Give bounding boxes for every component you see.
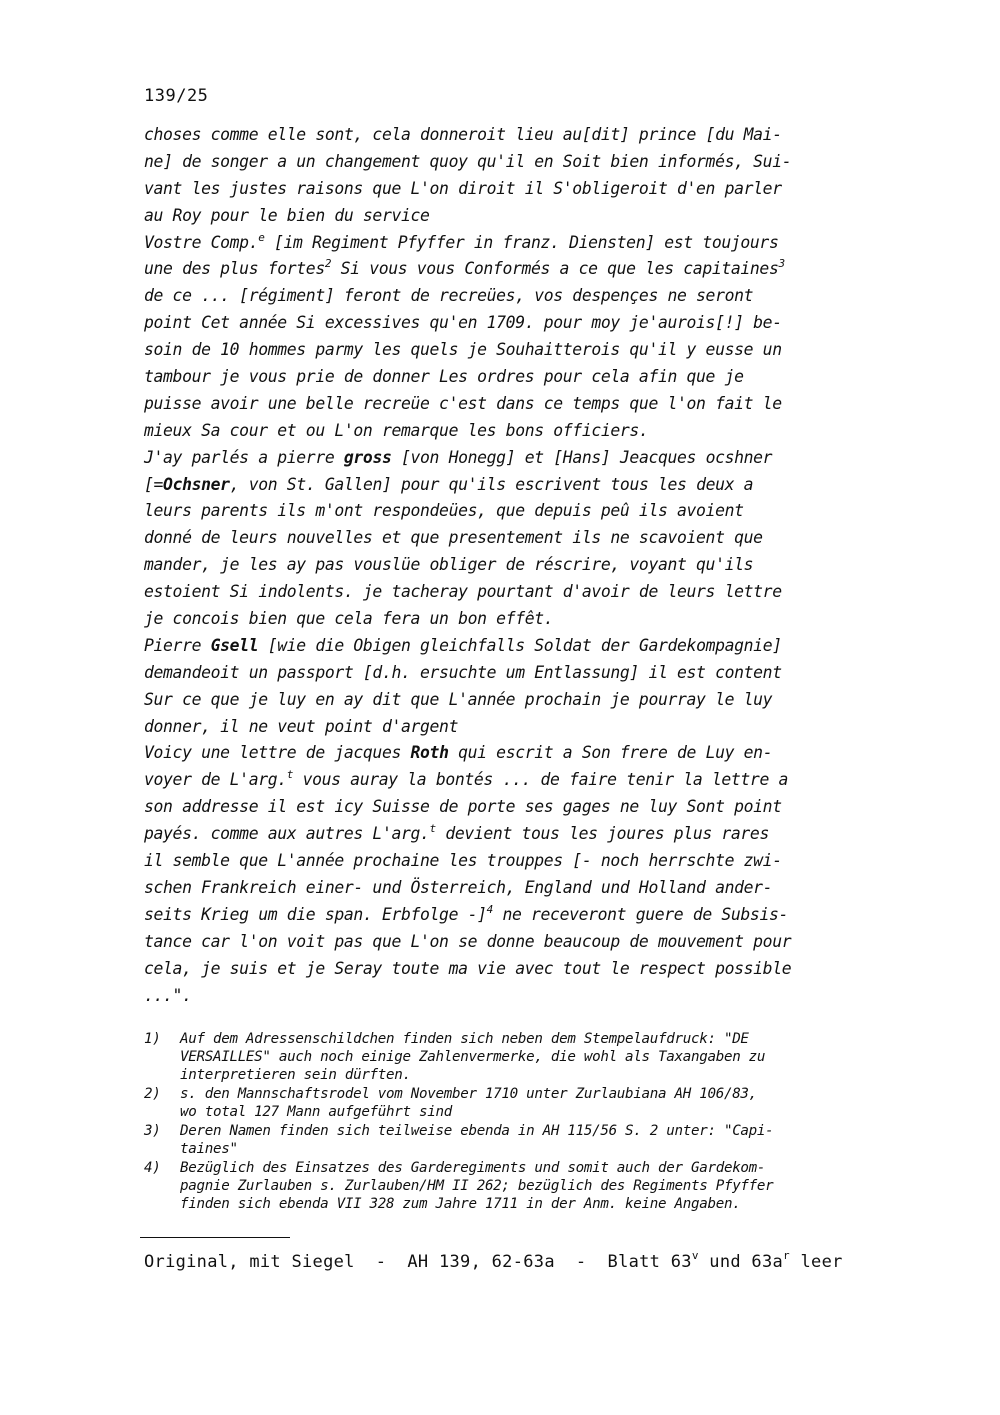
- text-line: [144, 230, 904, 257]
- text-line: [144, 203, 904, 230]
- text-line: [144, 176, 904, 203]
- footnote-line: wo total 127 Mann aufgeführt sind: [180, 1104, 452, 1121]
- page-number: 139/25: [144, 86, 209, 106]
- text-segment: payés. comme aux autres L'arg.: [144, 824, 430, 844]
- footnote: [144, 1122, 914, 1158]
- text-line: [144, 149, 904, 176]
- text-segment: de ce ... [régiment] feront de recreües, vos despençes ne seront: [144, 286, 754, 306]
- footnote-superscript: t: [429, 822, 436, 836]
- text-line: [144, 256, 904, 283]
- text-segment: [von Honegg] et [Hans] Jeacques ocshner: [391, 447, 773, 467]
- text-line: [144, 445, 904, 472]
- text-line: [144, 660, 904, 687]
- text-line: [144, 983, 904, 1010]
- source-citation-part: und 63a: [698, 1252, 784, 1272]
- source-superscript: r: [783, 1249, 790, 1262]
- text-segment: une des plus fortes: [144, 259, 325, 279]
- text-segment: , von St. Gallen] pour qu'ils escrivent tous les deux a: [229, 474, 754, 494]
- footnote-line: Auf dem Adressenschildchen finden sich neben dem Stempelaufdruck: "DE: [180, 1031, 749, 1047]
- text-segment: mieux Sa cour et ou L'on remarque les bons officiers.: [144, 420, 649, 440]
- text-segment: [=: [144, 474, 164, 494]
- text-segment: demandeoit un passport [d.h. ersuchte um Entlassung] il est content: [144, 662, 782, 682]
- text-segment: tance car l'on voit pas que L'on se donne beaucoup de mouvement pour: [144, 931, 792, 951]
- text-line: [144, 740, 904, 767]
- text-segment: seits Krieg um die span. Erbfolge -]: [144, 904, 487, 924]
- text-line: [144, 283, 904, 310]
- letter-transcription: [144, 122, 904, 1009]
- footnote-text: [180, 1030, 914, 1085]
- bold-name: Roth: [410, 743, 449, 763]
- footnote-line: pagnie Zurlauben s. Zurlauben/HM II 262; bezüglich des Regiments Pfyffer: [180, 1178, 774, 1194]
- text-line: [144, 391, 904, 418]
- text-segment: son addresse il est icy Suisse de porte ses gages ne luy Sont point: [144, 797, 782, 817]
- source-citation-part: leer: [789, 1252, 843, 1272]
- text-segment: voyer de L'arg.: [144, 770, 287, 790]
- footnote-number: 2): [144, 1086, 161, 1103]
- text-segment: au Roy pour le bien du service: [144, 205, 430, 225]
- text-segment: Pierre: [144, 635, 211, 655]
- footnote-text: [180, 1159, 914, 1214]
- text-line: [144, 552, 904, 579]
- text-segment: mander, je les ay pas vouslüe obliger de réscrire, voyant qu'ils: [144, 555, 754, 575]
- source-superscript: v: [691, 1249, 699, 1262]
- text-line: [144, 418, 904, 445]
- text-segment: soin de 10 hommes parmy les quels je Souhaitterois qu'il y eusse un: [144, 340, 782, 360]
- footnote-line: Deren Namen finden sich teilweise ebenda in AH 115/56 S. 2 unter: "Capi-: [180, 1122, 774, 1139]
- text-segment: Si vous vous Conformés a ce que les capitaines: [331, 259, 779, 279]
- text-segment: tambour je vous prie de donner Les ordres pour cela afin que je: [144, 367, 744, 387]
- text-line: [144, 633, 904, 660]
- text-line: [144, 364, 904, 391]
- source-citation-part: Original, mit Siegel - AH 139, 62-63a - Blatt 63: [144, 1252, 692, 1272]
- text-line: [144, 498, 904, 525]
- footnote: [144, 1085, 914, 1121]
- footnote-text: [180, 1122, 914, 1158]
- text-line: [144, 902, 904, 929]
- footnotes: [144, 1030, 914, 1214]
- footnote-line: Bezüglich des Einsatzes des Garderegiments und somit auch der Gardekom-: [180, 1159, 766, 1176]
- text-line: [144, 714, 904, 741]
- text-segment: schen Frankreich einer- und Österreich, England und Holland ander-: [144, 877, 773, 897]
- text-line: [144, 929, 904, 956]
- text-segment: Sur ce que je luy en ay dit que L'année prochain je pourray le luy: [144, 689, 773, 709]
- text-line: [144, 848, 904, 875]
- footnote-line: VERSAILLES" auch noch einige Zahlenvermerke, die wohl als Taxangaben zu: [180, 1049, 766, 1066]
- text-segment: cela, je suis et je Seray toute ma vie avec tout le respect possible: [144, 958, 792, 978]
- text-line: [144, 122, 904, 149]
- text-segment: il semble que L'année prochaine les trouppes [- noch herrschte zwi-: [144, 851, 782, 871]
- text-segment: puisse avoir une belle recreüe c'est dans ce temps que l'on fait le: [144, 393, 782, 413]
- footnote-superscript: 2: [324, 257, 332, 271]
- footnote-number: 4): [144, 1159, 161, 1176]
- source-separator-line: [140, 1237, 290, 1238]
- text-line: [144, 310, 904, 337]
- text-line: [144, 956, 904, 983]
- text-segment: vant les justes raisons que L'on diroit il S'obligeroit d'en parler: [144, 178, 782, 198]
- footnote-superscript: 3: [778, 257, 785, 271]
- footnote-superscript: t: [286, 768, 294, 782]
- text-line: [144, 767, 904, 794]
- text-segment: [im Regiment Pfyffer in franz. Diensten] est toujours: [264, 232, 779, 252]
- text-segment: J'ay parlés a pierre: [144, 447, 344, 467]
- text-line: [144, 794, 904, 821]
- text-line: [144, 525, 904, 552]
- text-segment: donner, il ne veut point d'argent: [144, 716, 459, 736]
- text-segment: point Cet année Si excessives qu'en 1709. pour moy je'aurois[!] be-: [144, 313, 782, 333]
- text-segment: leurs parents ils m'ont respondeües, que depuis peû ils avoient: [144, 501, 744, 521]
- text-segment: je concois bien que cela fera un bon effêt.: [144, 609, 554, 629]
- text-segment: choses comme elle sont, cela donneroit lieu au[dit] prince [du Mai-: [144, 125, 782, 144]
- footnote-number: 1): [144, 1031, 161, 1047]
- text-segment: [wie die Obigen gleichfalls Soldat der Gardekompagnie]: [258, 635, 782, 655]
- text-line: [144, 875, 904, 902]
- text-segment: devient tous les joures plus rares: [435, 824, 769, 844]
- text-segment: Voicy une lettre de jacques: [144, 743, 411, 763]
- text-segment: ne receveront guere de Subsis-: [492, 904, 788, 924]
- bold-name: gross: [343, 447, 392, 467]
- text-segment: qui escrit a Son frere de Luy en-: [448, 743, 773, 763]
- footnote-line: s. den Mannschaftsrodel vom November 1710 unter Zurlaubiana AH 106/83,: [180, 1086, 757, 1103]
- footnote-superscript: 4: [486, 902, 493, 916]
- text-segment: ne] de songer a un changement quoy qu'il en Soit bien informés, Sui-: [144, 151, 792, 171]
- text-line: [144, 472, 904, 499]
- source-citation: [144, 1249, 843, 1272]
- text-segment: vous auray la bontés ... de faire tenir la lettre a: [293, 770, 788, 790]
- text-segment: ...".: [144, 985, 192, 1005]
- text-line: [144, 606, 904, 633]
- text-line: [144, 337, 904, 364]
- footnote-superscript: e: [258, 230, 265, 244]
- footnote-line: finden sich ebenda VII 328 zum Jahre 1711 in der Anm. keine Angaben.: [180, 1196, 741, 1213]
- text-segment: donné de leurs nouvelles et que presentement ils ne scavoient que: [144, 528, 763, 548]
- text-line: [144, 687, 904, 714]
- footnote-line: interpretieren sein dürften.: [180, 1067, 411, 1084]
- footnote-number: 3): [144, 1122, 161, 1139]
- bold-name: Ochsner: [163, 474, 230, 494]
- bold-name: Gsell: [210, 635, 259, 655]
- text-line: [144, 579, 904, 606]
- footnote-text: [180, 1085, 914, 1121]
- footnote-line: taines": [180, 1141, 238, 1158]
- text-line: [144, 821, 904, 848]
- text-segment: estoient Si indolents. je tacheray pourtant d'avoir de leurs lettre: [144, 582, 782, 602]
- footnote: [144, 1159, 914, 1214]
- text-segment: Vostre Comp.: [144, 232, 259, 252]
- footnote: [144, 1030, 914, 1085]
